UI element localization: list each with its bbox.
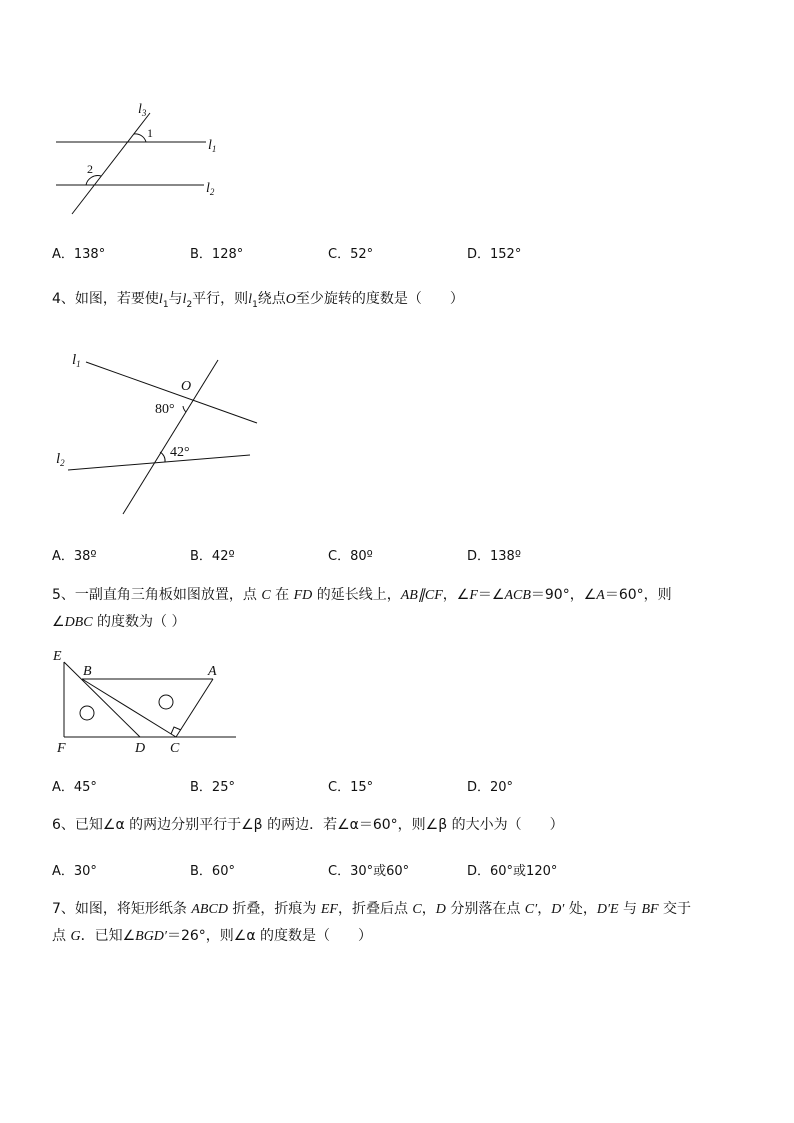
question-6-options	[0, 860, 794, 880]
svg-text:l2	[206, 181, 215, 197]
question-7: 7、如图，将矩形纸条 ABCD 折叠，折痕为 EF，折叠后点 C，D 分别落在点 C′，D′ 处，D′E 与 BF 交于 点 G．已知∠BGD′＝26°，则∠α 的度数是（ ）	[52, 901, 692, 944]
option-a[interactable]: A．138°	[52, 247, 106, 262]
label-80: 80°	[155, 402, 175, 417]
label-angle-2: 2	[87, 162, 93, 176]
label-l2: l	[206, 181, 210, 196]
option-a[interactable]: A．38º	[52, 549, 97, 564]
label-d: D	[135, 741, 146, 756]
label-f: F	[57, 741, 66, 756]
label-l1-sub: 1	[211, 144, 217, 154]
option-a[interactable]: A．30°	[52, 864, 97, 879]
option-c[interactable]: C．80º	[328, 549, 373, 564]
figure-rotation-q4	[0, 330, 794, 530]
label-e: E	[53, 649, 62, 664]
question-5: 5、一副直角三角板如图放置，点 C 在 FD 的延长线上，AB∥CF，∠F＝∠ACB＝90°，∠A＝60°，则 ∠DBC 的度数为（ ）	[52, 587, 672, 630]
question-5-options	[0, 776, 794, 796]
option-d[interactable]: D．60°或120°	[467, 864, 558, 879]
label-l3: l	[138, 102, 142, 117]
label-a: A	[208, 664, 217, 679]
label-l1: l	[208, 138, 212, 153]
svg-text:l3	[138, 102, 147, 118]
option-b[interactable]: B．42º	[190, 549, 235, 564]
line-l2	[68, 455, 250, 470]
figure-parallel-lines-q3	[0, 0, 794, 230]
svg-text:l1	[208, 138, 216, 154]
option-b[interactable]: B．25°	[190, 780, 235, 795]
option-d[interactable]: D．152°	[467, 247, 522, 262]
angle-80-arc	[183, 406, 186, 412]
line-transversal	[123, 360, 218, 514]
label-42: 42°	[170, 445, 190, 460]
circle-hole-left	[80, 706, 94, 720]
figure-triangles-q5	[0, 640, 794, 760]
label-b: B	[83, 664, 92, 679]
option-c[interactable]: C．30°或60°	[328, 864, 410, 879]
line-l3	[72, 113, 150, 214]
label-l2-sub: 2	[209, 187, 215, 197]
angle-1-arc	[134, 134, 146, 142]
option-c[interactable]: C．52°	[328, 247, 374, 262]
question-4: 4、如图，若要使$l_1$与$l_2$平行，则$l_1$绕点O至少旋转的度数是（ ）	[52, 291, 464, 310]
label-c: C	[170, 741, 180, 756]
option-c[interactable]: C．15°	[328, 780, 374, 795]
question-3-options	[0, 243, 794, 263]
option-b[interactable]: B．128°	[190, 247, 244, 262]
svg-text:l2: $l_2$	[56, 451, 65, 468]
circle-hole-right	[159, 695, 173, 709]
label-o: O	[181, 379, 192, 394]
label-angle-1: 1	[147, 126, 153, 140]
option-d[interactable]: D．20°	[467, 780, 514, 795]
option-d[interactable]: D．138º	[467, 549, 521, 564]
svg-text:l1: $l_1$	[72, 352, 81, 369]
angle-2-arc	[86, 176, 101, 185]
question-4-options	[0, 545, 794, 565]
label-l3-sub: 3	[141, 108, 147, 118]
option-b[interactable]: B．60°	[190, 864, 235, 879]
question-6: 6、已知∠α 的两边分别平行于∠β 的两边．若∠α＝60°，则∠β 的大小为（ ）	[52, 817, 564, 833]
option-a[interactable]: A．45°	[52, 780, 97, 795]
